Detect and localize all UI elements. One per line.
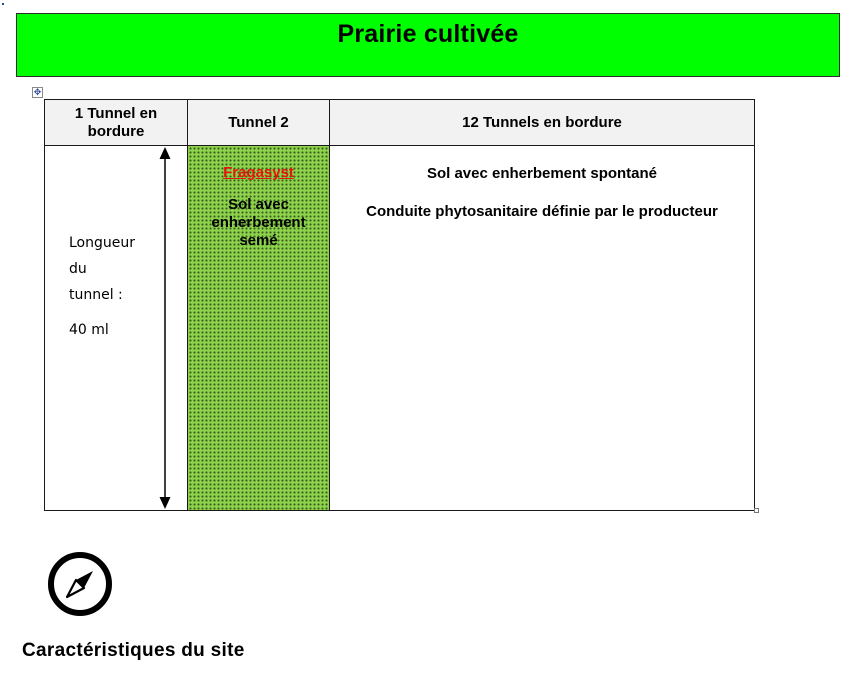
sown-grass-description: Sol avec enherbement semé	[211, 196, 306, 249]
length-label-line: Longueur	[69, 235, 135, 251]
spontaneous-grass-text: Sol avec enherbement spontané	[426, 165, 658, 182]
producer-tunnels-cell	[330, 146, 755, 511]
fragasyst-label: Fragasyst	[223, 164, 294, 181]
length-value: 40 ml	[69, 322, 109, 338]
length-cell	[45, 146, 188, 511]
header-cell-tunnel-2: Tunnel 2	[188, 100, 330, 146]
page-title: Prairie cultivée	[337, 20, 519, 48]
length-double-arrow-icon	[155, 146, 175, 510]
fragasyst-cell	[188, 146, 330, 511]
header-cell-12-tunnels: 12 Tunnels en bordure	[330, 100, 755, 146]
site-characteristics-caption: Caractéristiques du site	[22, 640, 245, 661]
compass-icon	[46, 550, 114, 618]
length-label-line: du	[69, 261, 87, 277]
tunnel-layout-table	[44, 99, 755, 511]
phyto-management-text: Conduite phytosanitaire définie par le producteur	[366, 203, 718, 220]
header-cell-border-tunnel: 1 Tunnel en bordure	[45, 100, 188, 146]
length-label-line: tunnel :	[69, 287, 123, 303]
title-banner	[16, 13, 840, 77]
table-resize-handle[interactable]	[754, 508, 759, 513]
length-label	[69, 230, 135, 308]
artifact-dot	[2, 3, 4, 5]
move-handle-icon[interactable]: ✥	[33, 87, 42, 97]
